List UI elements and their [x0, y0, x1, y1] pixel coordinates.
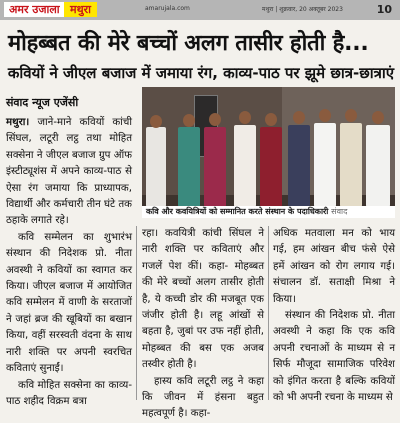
article-byline: संवाद न्यूज एजेंसी	[6, 96, 79, 109]
photo-person-head	[319, 109, 331, 122]
site-url[interactable]: amarujala.com	[145, 5, 190, 12]
photo-person-head	[209, 113, 221, 126]
photo-person	[314, 123, 336, 207]
photo-person-head	[345, 109, 357, 122]
paragraph: जाने-माने कवियों कांची सिंघल, लटूरी लट्ठ तथा मोहित सक्सेना ने जीएल बजाज ग्रुप ऑफ इंस्टीट्यूशंस में अपने काव्य-पाठ से ऐसा रंग जमाया कि प्राध्यापक, विद्यार्थी और कर्मचारी तीन घंटे तक ठहाके लगाते रहे।	[6, 117, 133, 227]
page-number: 10	[376, 3, 392, 16]
article-column-3	[273, 226, 395, 404]
event-photo	[142, 87, 395, 217]
edition-label[interactable]: मथुरा	[64, 2, 97, 17]
photo-person	[260, 127, 282, 207]
paragraph: कवि सम्मेलन का शुभारंभ संस्थान की निदेशक प्रो. नीता अवस्थी ने कवियों का स्वागत कर किया। जीएल बजाज में आयोजित कवि सम्मेलन में वाणी के सरताजों ने जहां ब्रज की खूबियों का बखान किया, वहीं सरस्वती वंदना के साथ नारी शक्ति पर अपनी स्वरचित कविताएं सुनाईं।	[6, 231, 132, 375]
photo-person-head	[239, 111, 251, 124]
article-column-1	[6, 115, 133, 407]
column-divider	[268, 226, 269, 400]
article-subheadline: कवियों ने जीएल बजाज में जमाया रंग, काव्य-पाठ पर झूमे छात्र-छात्राएं	[7, 64, 395, 82]
header-dateline: मथुरा | शुक्रवार, 20 अक्तूबर 2023	[262, 6, 343, 13]
column-divider	[136, 226, 137, 400]
paragraph: अधिक मतवाला मन को भाय गई, हम आंखन बीच फंसे ऐसे हमें आंखन को रोग लगाय गई। संचालन डॉ. सताक्षी मिश्रा ने किया।	[273, 228, 395, 305]
paragraph: संस्थान की निदेशक प्रो. नीता अवस्थी ने कहा कि एक कवि अपनी रचनाओं के माध्यम से न सिर्फ मौजूदा सामाजिक परिवेश को इंगित करता है बल्कि कवियों को भी अपनी रचना के माध्यम से	[273, 310, 395, 404]
paragraph: हास्य कवि लटूरी लट्ठ ने कहा कि जीवन में हंसना बहुत महत्वपूर्ण है। कहा-	[142, 375, 264, 420]
photo-person-head	[293, 111, 305, 124]
photo-person	[234, 125, 256, 207]
photo-person	[288, 125, 310, 207]
photo-caption-text: कवि और कवयित्रियों को सम्मानित करते संस्थान के पदाधिकारी	[146, 207, 329, 216]
photo-person-head	[372, 111, 384, 124]
article-headline: मोहब्बत की मेरे बच्चों अलग तासीर होती है...	[8, 31, 369, 56]
photo-person	[204, 127, 226, 207]
photo-person	[178, 127, 200, 207]
photo-person-head	[183, 114, 195, 127]
paragraph: कवि मोहित सक्सेना का काव्य-पाठ शहीद विक्रम बत्रा	[6, 379, 132, 407]
photo-person-head	[265, 113, 277, 126]
photo-person-head	[150, 115, 162, 128]
photo-person	[340, 123, 362, 207]
article-dateline-place: मथुरा।	[6, 117, 30, 128]
photo-caption	[142, 206, 395, 218]
photo-credit: संवाद	[331, 207, 348, 216]
photo-person	[366, 125, 390, 207]
paragraph: रहा। कवयित्री कांची सिंघल ने नारी शक्ति पर कविताएं और गजलें पेश कीं। कहा- मोहब्बत की मेरे बच्चों अलग तासीर होती है, ये कच्ची डोर की मजबूत एक जंजीर होती है। लहू आंखों से बहता है, जुबां पर उफ नहीं होती, मोहब्बत की बस एक अजब तस्वीर होती है।	[142, 228, 264, 371]
masthead-logo[interactable]: अमर उजाला	[4, 2, 65, 17]
photo-person	[146, 127, 166, 207]
article-column-2	[142, 226, 264, 420]
